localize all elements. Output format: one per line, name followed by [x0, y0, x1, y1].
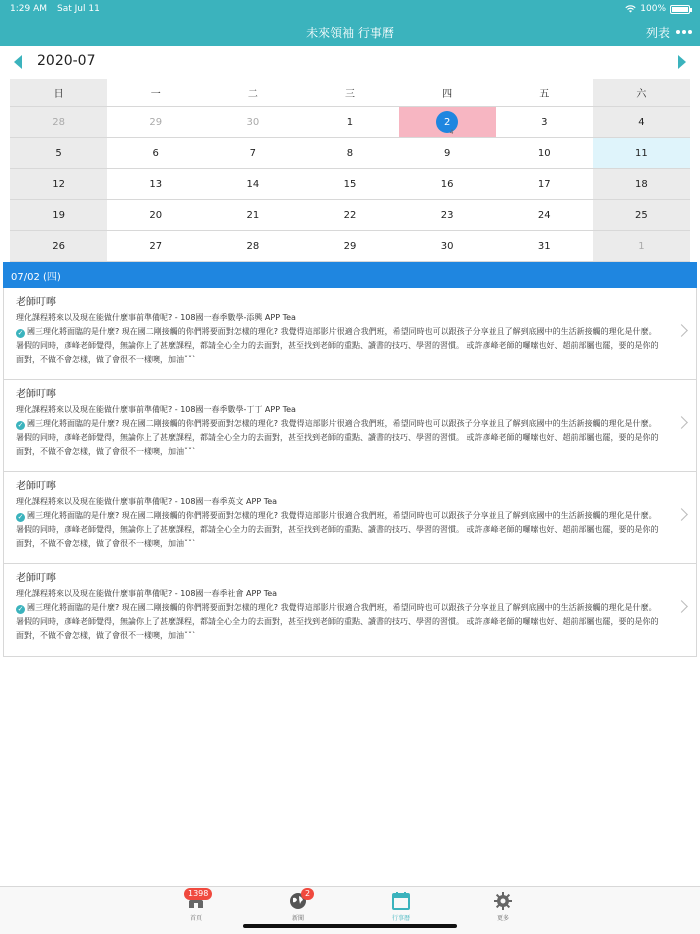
- calendar-week: [10, 169, 690, 200]
- calendar-day[interactable]: 5: [10, 138, 107, 168]
- tab-label: 首頁: [189, 915, 202, 922]
- calendar-day[interactable]: 8: [346, 147, 354, 159]
- calendar-day[interactable]: 30: [246, 116, 260, 128]
- chevron-right-icon: [675, 508, 688, 521]
- prev-month-icon[interactable]: [14, 55, 22, 69]
- calendar-day[interactable]: 28: [10, 107, 107, 137]
- news-badge: 2: [301, 888, 314, 900]
- calendar-grid: [10, 79, 690, 262]
- calendar-day[interactable]: 6: [152, 147, 159, 159]
- calendar-day[interactable]: 23: [440, 209, 454, 221]
- event-body: 國三理化將面臨的是什麼? 現在國二剛接觸的你們將要面對怎樣的理化? 我覺得這部影片很適合我們班，希望同時也可以跟孩子分享並且了解到底國中的生活新接觸的理化是什麼。 暑假的同時，彥峰老師覺得，無論你上了甚麼課程，都請全心全力的去面對，甚至找到老師的重點、讀書的技巧、學習的習慣。 或許彥峰老師的囉嗦也好、超前部屬也罷，要的是你的面對，不做不會怎樣，做了會很不一樣噢，加油ˇˇ`: [16, 603, 659, 640]
- home-badge: 1398: [184, 888, 212, 900]
- calendar-week: [10, 107, 690, 138]
- calendar-day[interactable]: 1: [346, 116, 354, 128]
- event-heading: 老師叮嚀: [16, 481, 56, 492]
- calendar-day[interactable]: 9: [443, 147, 451, 159]
- calendar-day[interactable]: 19: [10, 200, 107, 230]
- calendar-day[interactable]: 25: [593, 200, 690, 230]
- gear-icon: [493, 891, 513, 911]
- status-date: Sat Jul 11: [57, 4, 100, 14]
- calendar-day[interactable]: 18: [593, 169, 690, 199]
- weekday-label: 日: [10, 79, 107, 106]
- selected-date-bar: [3, 262, 697, 288]
- event-subtitle: 理化課程將來以及現在能做什麼事前準備呢? - 108國一春季數學-添興 APP Tea: [16, 313, 296, 322]
- calendar-day[interactable]: 3: [541, 116, 548, 128]
- chevron-right-icon: [675, 600, 688, 613]
- calendar-week: [10, 138, 690, 169]
- battery-icon: [670, 5, 690, 14]
- event-count: 4: [449, 129, 454, 136]
- check-icon: ✓: [17, 329, 24, 337]
- calendar-day-today[interactable]: 11: [593, 138, 690, 168]
- calendar-day[interactable]: 29: [343, 240, 357, 252]
- calendar-day[interactable]: 27: [149, 240, 163, 252]
- status-bar: [0, 0, 700, 18]
- event-subtitle: 理化課程將來以及現在能做什麼事前準備呢? - 108國一春季數學-丁丁 APP Tea: [16, 405, 296, 414]
- check-icon: ✓: [17, 513, 24, 521]
- calendar-day[interactable]: 21: [246, 209, 260, 221]
- list-item[interactable]: [4, 380, 696, 472]
- chevron-right-icon: [675, 324, 688, 337]
- list-view-button[interactable]: 列表: [645, 25, 670, 40]
- event-heading: 老師叮嚀: [16, 297, 56, 308]
- event-body: 國三理化將面臨的是什麼? 現在國二剛接觸的你們將要面對怎樣的理化? 我覺得這部影片很適合我們班，希望同時也可以跟孩子分享並且了解到底國中的生活新接觸的理化是什麼。 暑假的同時，彥峰老師覺得，無論你上了甚麼課程，都請全心全力的去面對，甚至找到老師的重點、讀書的技巧、學習的習慣。 或許彥峰老師的囉嗦也好、超前部屬也罷，要的是你的面對，不做不會怎樣，做了會很不一樣噢，加油ˇˇ`: [16, 419, 659, 456]
- calendar-day[interactable]: 30: [440, 240, 454, 252]
- list-item[interactable]: [4, 564, 696, 656]
- wifi-icon: [625, 5, 636, 13]
- tab-label: 新聞: [291, 915, 304, 922]
- tab-news[interactable]: [268, 889, 328, 925]
- weekday-header: [10, 79, 690, 107]
- tab-label: 更多: [496, 915, 509, 922]
- calendar-day-selected[interactable]: [399, 107, 496, 137]
- calendar-day[interactable]: 17: [537, 178, 551, 190]
- weekday-label: 四: [442, 89, 453, 100]
- calendar-day[interactable]: 10: [537, 147, 551, 159]
- tab-home[interactable]: [166, 889, 226, 925]
- battery-percent: 100%: [640, 4, 666, 14]
- calendar-day[interactable]: 29: [149, 116, 163, 128]
- weekday-label: 六: [593, 79, 690, 106]
- status-time: 1:29 AM: [10, 4, 47, 14]
- month-bar: [0, 46, 700, 78]
- tab-calendar[interactable]: [371, 889, 431, 925]
- calendar-day[interactable]: 4: [593, 107, 690, 137]
- weekday-label: 五: [539, 89, 550, 100]
- calendar-day[interactable]: 14: [246, 178, 260, 190]
- event-body: 國三理化將面臨的是什麼? 現在國二剛接觸的你們將要面對怎樣的理化? 我覺得這部影片很適合我們班，希望同時也可以跟孩子分享並且了解到底國中的生活新接觸的理化是什麼。 暑假的同時，彥峰老師覺得，無論你上了甚麼課程，都請全心全力的去面對，甚至找到老師的重點、讀書的技巧、學習的習慣。 或許彥峰老師的囉嗦也好、超前部屬也罷，要的是你的面對，不做不會怎樣，做了會很不一樣噢，加油ˇˇ`: [16, 327, 659, 364]
- weekday-label: 一: [150, 89, 161, 100]
- calendar-day[interactable]: 13: [149, 178, 163, 190]
- month-label: 2020-07: [37, 53, 96, 69]
- event-subtitle: 理化課程將來以及現在能做什麼事前準備呢? - 108國一春季社會 APP Tea: [16, 589, 278, 598]
- next-month-icon[interactable]: [678, 55, 686, 69]
- selected-date-label: 07/02 (四): [11, 271, 61, 283]
- weekday-label: 二: [247, 89, 258, 100]
- check-icon: ✓: [17, 605, 24, 613]
- event-body: 國三理化將面臨的是什麼? 現在國二剛接觸的你們將要面對怎樣的理化? 我覺得這部影片很適合我們班，希望同時也可以跟孩子分享並且了解到底國中的生活新接觸的理化是什麼。 暑假的同時，彥峰老師覺得，無論你上了甚麼課程，都請全心全力的去面對，甚至找到老師的重點、讀書的技巧、學習的習慣。 或許彥峰老師的囉嗦也好、超前部屬也罷，要的是你的面對，不做不會怎樣，做了會很不一樣噢，加油ˇˇ`: [16, 511, 659, 548]
- calendar-day[interactable]: 28: [246, 240, 260, 252]
- tab-label: 行事曆: [391, 915, 410, 922]
- calendar-icon: [391, 891, 411, 911]
- calendar-day[interactable]: 1: [593, 231, 690, 261]
- today-marker: 2: [436, 111, 458, 133]
- calendar-day[interactable]: 22: [343, 209, 357, 221]
- page-title: 未來領袖 行事曆: [306, 25, 394, 40]
- calendar-week: [10, 200, 690, 231]
- event-heading: 老師叮嚀: [16, 389, 56, 400]
- calendar-day[interactable]: 24: [537, 209, 551, 221]
- chevron-right-icon: [675, 416, 688, 429]
- home-indicator: [243, 924, 457, 928]
- globe-icon: [288, 889, 311, 911]
- calendar-week: [10, 231, 690, 262]
- more-options-icon[interactable]: [676, 30, 692, 34]
- tab-more[interactable]: [473, 889, 533, 925]
- check-icon: ✓: [17, 421, 24, 429]
- calendar-day[interactable]: 31: [537, 240, 551, 252]
- event-list: [3, 288, 697, 657]
- calendar-day[interactable]: 7: [249, 147, 257, 159]
- event-subtitle: 理化課程將來以及現在能做什麼事前準備呢? - 108國一春季英文 APP Tea: [16, 497, 278, 506]
- calendar-day[interactable]: 12: [10, 169, 107, 199]
- calendar-day[interactable]: 15: [343, 178, 357, 190]
- calendar-day[interactable]: 20: [149, 209, 163, 221]
- home-icon: [186, 889, 209, 911]
- list-item[interactable]: [4, 288, 696, 380]
- list-item[interactable]: [4, 472, 696, 564]
- calendar-day[interactable]: 26: [10, 231, 107, 261]
- event-heading: 老師叮嚀: [16, 573, 56, 584]
- nav-bar: [0, 18, 700, 46]
- calendar-day[interactable]: 16: [440, 178, 454, 190]
- weekday-label: 三: [344, 89, 355, 100]
